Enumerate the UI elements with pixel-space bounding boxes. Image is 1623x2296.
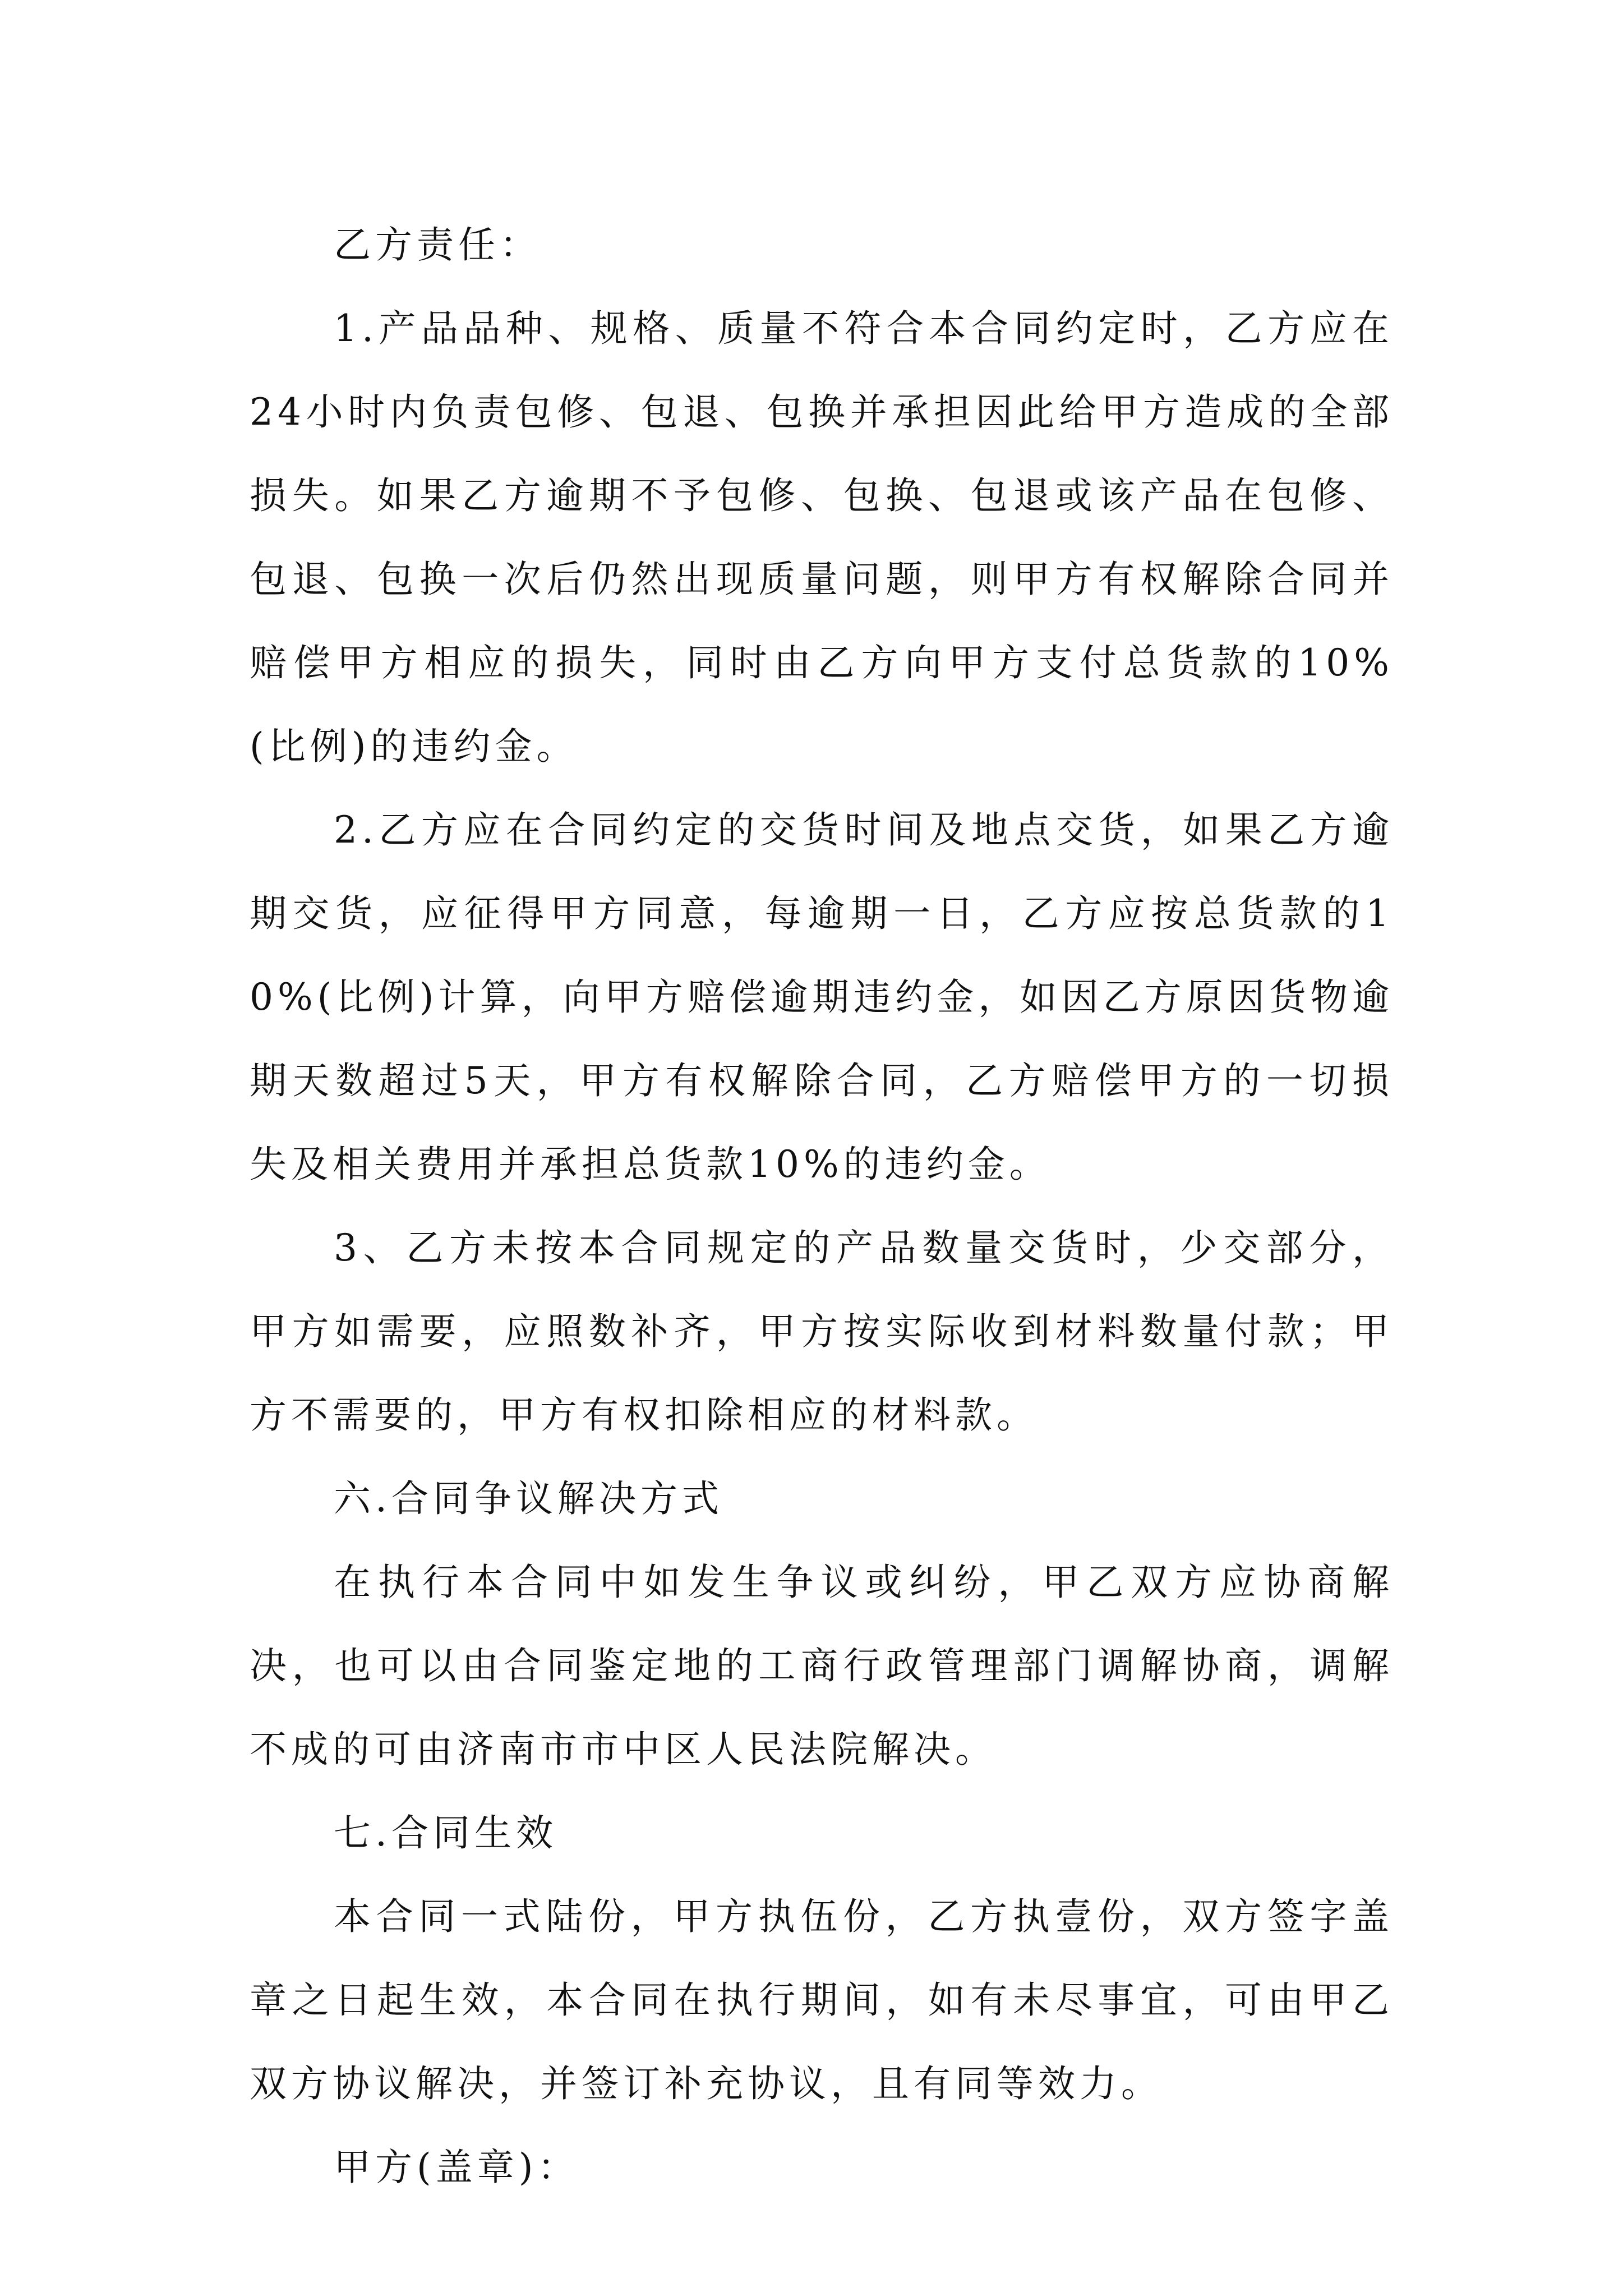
section-heading-effectiveness: 七.合同生效 <box>334 1811 557 1855</box>
clause-3-quantity: 3、乙方未按本合同规定的产品数量交货时，少交部分，甲方如需要，应照数补齐，甲方按实际收到材料数量付款；甲方不需要的，甲方有权扣除相应的材料款。 <box>250 1226 1394 1437</box>
dispute-resolution-text: 在执行本合同中如发生争议或纠纷，甲乙双方应协商解决，也可以由合同鉴定地的工商行政管理部门调解协商，调解不成的可由济南市市中区人民法院解决。 <box>250 1561 1394 1771</box>
section-heading-party-b-duties: 乙方责任： <box>334 223 541 266</box>
clause-1-quality: 1.产品品种、规格、质量不符合本合同约定时，乙方应在24小时内负责包修、包退、包换并承担因此给甲方造成的全部损失。如果乙方逾期不予包修、包换、包退或该产品在包修、包退、包换一次后仍然出现质量问题，则甲方有权解除合同并赔偿甲方相应的损失，同时由乙方向甲方支付总货款的10%(比例)的违约金。 <box>250 307 1394 768</box>
effectiveness-text: 本合同一式陆份，甲方执伍份，乙方执壹份，双方签字盖章之日起生效，本合同在执行期间，如有未尽事宜，可由甲乙双方协议解决，并签订补充协议，且有同等效力。 <box>250 1895 1394 2105</box>
clause-2-delivery: 2.乙方应在合同约定的交货时间及地点交货，如果乙方逾期交货，应征得甲方同意，每逾期一日，乙方应按总货款的10%(比例)计算，向甲方赔偿逾期违约金，如因乙方原因货物逾期天数超过5天，甲方有权解除合同，乙方赔偿甲方的一切损失及相关费用并承担总货款10%的违约金。 <box>250 808 1394 1186</box>
section-heading-dispute: 六.合同争议解决方式 <box>334 1477 723 1520</box>
party-a-seal-label: 甲方(盖章)： <box>334 2146 579 2189</box>
document-body <box>250 203 1394 2209</box>
